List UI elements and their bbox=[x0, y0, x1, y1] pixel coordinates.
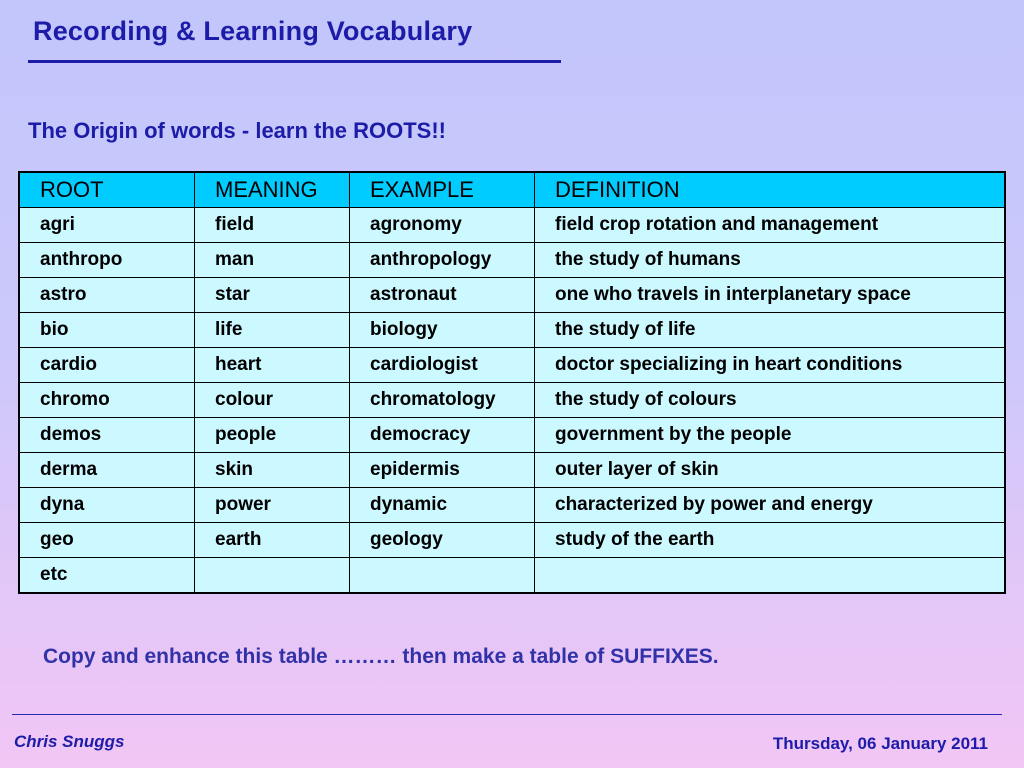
slide-date: Thursday, 06 January 2011 bbox=[772, 734, 988, 753]
cell-definition: one who travels in interplanetary space bbox=[535, 278, 1006, 313]
cell-example: chromatology bbox=[350, 383, 535, 418]
cell-definition: field crop rotation and management bbox=[535, 208, 1006, 243]
cell-meaning: colour bbox=[195, 383, 350, 418]
table-row bbox=[19, 243, 1005, 278]
cell-root: agri bbox=[19, 208, 195, 243]
cell-root: anthropo bbox=[19, 243, 195, 278]
cell-meaning: earth bbox=[195, 523, 350, 558]
table-row bbox=[19, 278, 1005, 313]
slide-subtitle: The Origin of words - learn the ROOTS!! bbox=[28, 118, 447, 143]
cell-root: derma bbox=[19, 453, 195, 488]
cell-root: dyna bbox=[19, 488, 195, 523]
cell-root: etc bbox=[19, 558, 195, 594]
cell-root: cardio bbox=[19, 348, 195, 383]
cell-example bbox=[350, 558, 535, 594]
table-row bbox=[19, 453, 1005, 488]
cell-definition bbox=[535, 558, 1006, 594]
slide-title: Recording & Learning Vocabulary bbox=[33, 16, 473, 46]
cell-meaning: field bbox=[195, 208, 350, 243]
cell-meaning: skin bbox=[195, 453, 350, 488]
author-name: Chris Snuggs bbox=[14, 732, 125, 751]
cell-example: agronomy bbox=[350, 208, 535, 243]
cell-root: astro bbox=[19, 278, 195, 313]
cell-example: astronaut bbox=[350, 278, 535, 313]
cell-example: epidermis bbox=[350, 453, 535, 488]
cell-root: geo bbox=[19, 523, 195, 558]
cell-example: anthropology bbox=[350, 243, 535, 278]
footer-divider bbox=[12, 714, 1002, 715]
table-row bbox=[19, 348, 1005, 383]
title-underline bbox=[28, 60, 561, 63]
header-root: ROOT bbox=[19, 172, 195, 208]
cell-meaning: heart bbox=[195, 348, 350, 383]
cell-example: democracy bbox=[350, 418, 535, 453]
roots-table bbox=[18, 171, 1006, 594]
header-example: EXAMPLE bbox=[350, 172, 535, 208]
table-row bbox=[19, 488, 1005, 523]
cell-example: geology bbox=[350, 523, 535, 558]
header-definition: DEFINITION bbox=[535, 172, 1006, 208]
table-row bbox=[19, 523, 1005, 558]
cell-meaning: people bbox=[195, 418, 350, 453]
table-row bbox=[19, 383, 1005, 418]
cell-definition: characterized by power and energy bbox=[535, 488, 1006, 523]
cell-definition: study of the earth bbox=[535, 523, 1006, 558]
cell-root: bio bbox=[19, 313, 195, 348]
cell-meaning: power bbox=[195, 488, 350, 523]
cell-root: chromo bbox=[19, 383, 195, 418]
cell-example: biology bbox=[350, 313, 535, 348]
cell-definition: the study of humans bbox=[535, 243, 1006, 278]
cell-definition: outer layer of skin bbox=[535, 453, 1006, 488]
cell-definition: government by the people bbox=[535, 418, 1006, 453]
cell-definition: the study of life bbox=[535, 313, 1006, 348]
cell-meaning bbox=[195, 558, 350, 594]
cell-example: dynamic bbox=[350, 488, 535, 523]
cell-definition: doctor specializing in heart conditions bbox=[535, 348, 1006, 383]
cell-meaning: star bbox=[195, 278, 350, 313]
table-row bbox=[19, 208, 1005, 243]
table-row bbox=[19, 558, 1005, 594]
header-meaning: MEANING bbox=[195, 172, 350, 208]
cell-meaning: life bbox=[195, 313, 350, 348]
instruction-text: Copy and enhance this table ……… then make a table of SUFFIXES. bbox=[43, 645, 719, 668]
table-row bbox=[19, 313, 1005, 348]
table-row bbox=[19, 418, 1005, 453]
cell-definition: the study of colours bbox=[535, 383, 1006, 418]
cell-meaning: man bbox=[195, 243, 350, 278]
table-header-row bbox=[19, 172, 1005, 208]
cell-example: cardiologist bbox=[350, 348, 535, 383]
cell-root: demos bbox=[19, 418, 195, 453]
